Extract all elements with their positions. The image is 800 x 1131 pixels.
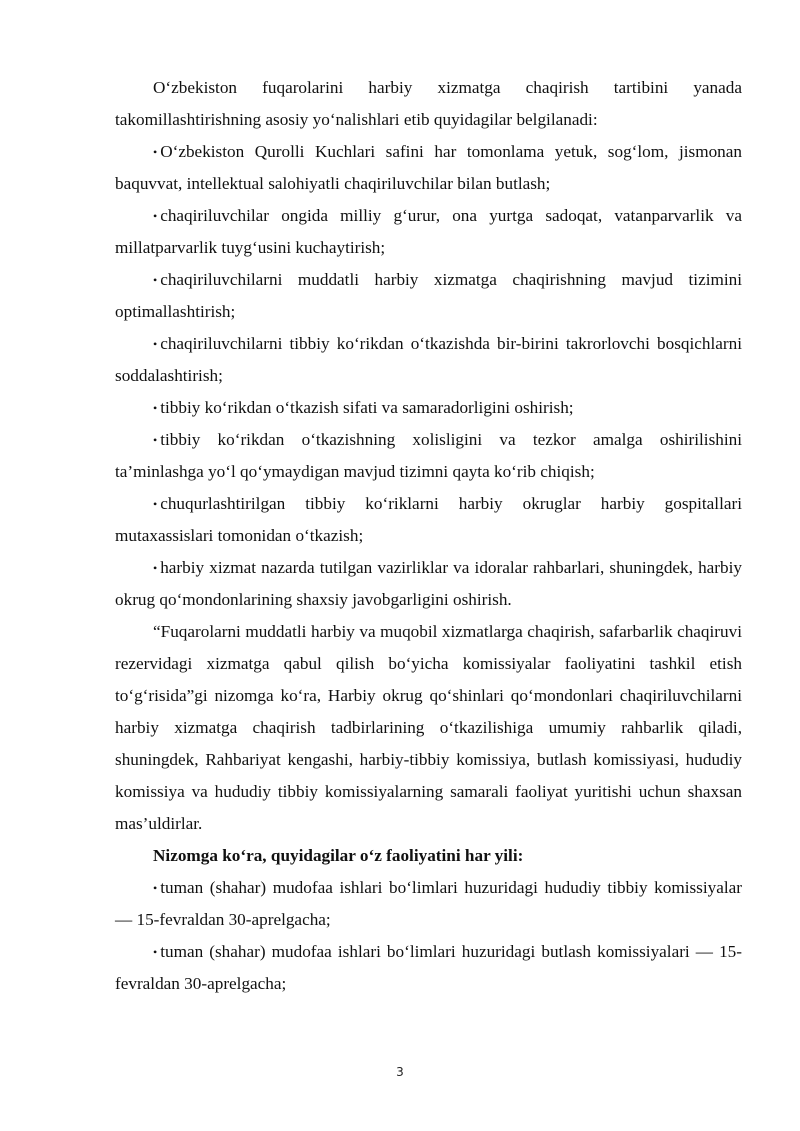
bullet-text: harbiy xizmat nazarda tutilgan vazirliklar va idoralar rahbarlari, shuningdek, harbiy okrug qo‘mondonlarining shaxsiy javobgarligini oshirish. <box>115 558 742 609</box>
schedule-heading: Nizomga ko‘ra, quyidagilar o‘z faoliyatini har yili: <box>153 846 524 865</box>
schedule-text: tuman (shahar) mudofaa ishlari bo‘limlari huzuridagi butlash komissiyalari — 15-fevraldan 30-aprelgacha; <box>115 942 742 993</box>
schedule-text: tuman (shahar) mudofaa ishlari bo‘limlari huzuridagi hududiy tibbiy komissiyalar — 15-fevraldan 30-aprelgacha; <box>115 878 742 929</box>
bullet-text: tibbiy ko‘rikdan o‘tkazishning xolisligini va tezkor amalga oshirilishini ta’minlashga yo‘l qo‘ymaydigan mavjud tizimni qayta ko‘rib chiqish; <box>115 430 742 481</box>
bullet-item <box>115 488 742 552</box>
bullet-icon: • <box>153 881 158 895</box>
document-page <box>115 72 742 1000</box>
bullet-item <box>115 392 742 424</box>
bullet-icon: • <box>153 209 158 223</box>
bullet-icon: • <box>153 145 158 159</box>
bullet-icon: • <box>153 497 158 511</box>
intro-paragraph: O‘zbekiston fuqarolarini harbiy xizmatga chaqirish tartibini yanada takomillashtirishning asosiy yo‘nalishlari etib quyidagilar belgilanadi: <box>115 78 742 129</box>
bullet-text: tibbiy ko‘rikdan o‘tkazish sifati va samaradorligini oshirish; <box>160 398 574 417</box>
bullet-text: O‘zbekiston Qurolli Kuchlari safini har tomonlama yetuk, sog‘lom, jismonan baquvvat, intellektual salohiyatli chaqiriluvchilar bilan butlash; <box>115 142 742 193</box>
bullet-text: chuqurlashtirilgan tibbiy ko‘riklarni harbiy okruglar harbiy gospitallari mutaxassislari tomonidan o‘tkazish; <box>115 494 742 545</box>
bullet-item <box>115 552 742 616</box>
bullet-item <box>115 264 742 328</box>
bullet-text: chaqiriluvchilarni muddatli harbiy xizmatga chaqirishning mavjud tizimini optimallashtirish; <box>115 270 742 321</box>
page-number: 3 <box>396 1065 404 1079</box>
bullet-icon: • <box>153 401 158 415</box>
bullet-item <box>115 136 742 200</box>
bullet-item <box>115 200 742 264</box>
bullet-icon: • <box>153 945 158 959</box>
bullet-icon: • <box>153 337 158 351</box>
schedule-item <box>115 872 742 936</box>
bullet-icon: • <box>153 273 158 287</box>
bullet-icon: • <box>153 561 158 575</box>
schedule-item <box>115 936 742 1000</box>
bullet-text: chaqiriluvchilarni tibbiy ko‘rikdan o‘tkazishda bir-birini takrorlovchi bosqichlarni soddalashtirish; <box>115 334 742 385</box>
regulation-paragraph: “Fuqarolarni muddatli harbiy va muqobil xizmatlarga chaqirish, safarbarlik chaqiruvi rezervidagi xizmatga qabul qilish bo‘yicha komissiyalar faoliyatini tashkil etish to‘g‘risida”gi nizomga ko‘ra, Harbiy okrug qo‘shinlari qo‘mondonlari chaqiriluvchilarni harbiy xizmatga chaqirish tadbirlarining o‘tkazilishiga umumiy rahbarlik qiladi, shuningdek, Rahbariyat kengashi, harbiy-tibbiy komissiya, butlash komissiyasi, hududiy komissiya va hududiy tibbiy komissiyalarning samarali faoliyat yuritishi uchun shaxsan mas’uldirlar. <box>115 622 742 833</box>
bullet-text: chaqiriluvchilar ongida milliy g‘urur, ona yurtga sadoqat, vatanparvarlik va millatparvarlik tuyg‘usini kuchaytirish; <box>115 206 742 257</box>
bullet-item <box>115 424 742 488</box>
bullet-icon: • <box>153 433 158 447</box>
bullet-item <box>115 328 742 392</box>
